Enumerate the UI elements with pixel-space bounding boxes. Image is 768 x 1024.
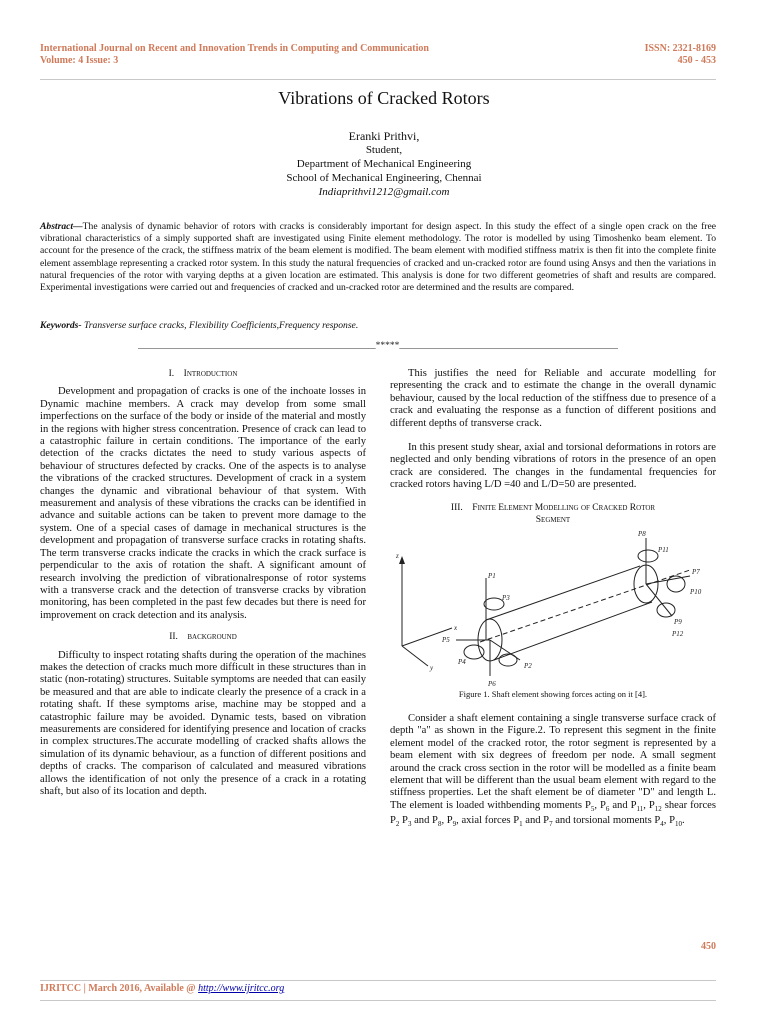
separator: __________________________________________________*****______________________________________________ — [138, 341, 618, 351]
author-school: School of Mechanical Engineering, Chennai — [286, 172, 482, 184]
sub-6: 6 — [605, 804, 610, 813]
label-p7: P7 — [692, 568, 700, 577]
shaft-element-figure — [390, 528, 716, 688]
label-p4: P4 — [458, 658, 466, 667]
section-2-number: II. — [169, 632, 178, 643]
z-axis-arrow — [399, 556, 405, 564]
label-p3: P3 — [502, 594, 510, 603]
label-p9: P9 — [674, 618, 682, 627]
abstract-label: Abstract— — [40, 221, 83, 232]
justification-paragraph: This justifies the need for Reliable and accurate modelling for representing the crack and to estimate the change in the overall dynamic behaviour, caused by the local reduction of the stiffness due to presence of a crack and evaluating the response as a function of different positions and different depths of transverse crack. — [390, 368, 716, 429]
label-p1: P1 — [488, 572, 496, 581]
keywords — [40, 320, 716, 331]
sub-1: 1 — [519, 820, 523, 829]
label-p10: P10 — [690, 588, 702, 597]
issn-header — [645, 43, 716, 67]
label-y: y — [430, 664, 434, 673]
label-x: x — [454, 624, 458, 633]
shaft-bottom-edge — [494, 602, 652, 660]
p4-moment — [464, 645, 484, 659]
issn: ISSN: 2321-8169 — [644, 43, 716, 54]
label-z: z — [396, 552, 399, 561]
p9-moment — [657, 603, 675, 617]
p3-moment — [484, 598, 504, 610]
section-1-title: Introduction — [183, 369, 238, 379]
author-block — [0, 129, 768, 199]
shaft-text-a: Consider a shaft element containing a single transverse surface crack of depth "a" as shown in the Figure.2. To represent this segment in the finite element model of the cracked rotor, the rotor segment is represented by a beam element with six degrees of freedom per node. A small segment around the crack cross section in the rotor will be modelled as a finite beam element that will be different than the usual beam element with regard to the stiffness properties. Let the shaft element be of diameter "D" and length L. The element is loaded withbending moments P — [390, 712, 716, 811]
section-1-number: I. — [168, 369, 175, 379]
footer-rule — [40, 980, 716, 981]
figure-caption: Figure 1. Shaft element showing forces acting on it [4]. — [458, 689, 648, 700]
keywords-label: Keywords- — [40, 320, 82, 331]
sub-5: 5 — [590, 804, 595, 813]
sub-11: 11 — [636, 804, 644, 813]
journal-header — [40, 43, 429, 67]
paper-title: Vibrations of Cracked Rotors — [278, 88, 490, 108]
sub-9: 9 — [452, 820, 457, 829]
left-column — [40, 368, 366, 798]
sub-12: 12 — [654, 804, 662, 813]
label-p12: P12 — [672, 630, 684, 639]
sub-3: 3 — [407, 820, 412, 829]
y-axis — [402, 646, 428, 666]
p11-moment — [638, 550, 658, 562]
author-email: Indiaprithvi1212@gmail.com — [318, 186, 450, 198]
right-column — [390, 368, 716, 831]
label-p11: P11 — [658, 546, 669, 555]
present-study-paragraph: In this present study shear, axial and torsional deformations in rotors are neglected and only bending vibrations of rotors in the presence of an open crack are considered. The changes in the fundamental frequencies for cracked rotors having L/D =40 and L/D=50 are presented. — [390, 442, 716, 491]
journal-name: International Journal on Recent and Innovation Trends in Computing and Communication — [40, 43, 429, 54]
sub-2: 2 — [395, 820, 400, 829]
footer-bottom-rule — [40, 1000, 716, 1001]
section-3-heading — [390, 502, 716, 527]
p12-arrow — [646, 584, 672, 616]
abstract-text: The analysis of dynamic behavior of rotors with cracks is considerably important for design aspect. In this study the effect of a single open crack on the free vibrational characteristics of a simply supported shaft are investigated using Finite element methodology. The rotor is modelled by using Timoshenko beam element. To account for the presence of the crack, the stiffness matrix of the beam element is modified. The beam element with modified stiffness matrix is then fit into the complete finite element assemblage representing a cracked rotor system. In this study the natural frequencies of cracked and un-cracked rotor are found using Ansys and then the variations in natural frequencies of the rotor with varying depths at a given location are estimated. This analysis is done for two different geometries of shaft and results are compared. Experimental investigations were carried out and frequencies of cracked and un-cracked rotor are determined and the results are compared. — [40, 221, 716, 294]
label-p6: P6 — [488, 680, 496, 689]
section-3-title: Finite Element Modelling of Cracked Rotor — [472, 502, 656, 513]
keywords-text: Transverse surface cracks, Flexibility Coefficients,Frequency response. — [81, 320, 359, 331]
shaft-element-paragraph: Consider a shaft element containing a single transverse surface crack of depth "a" as shown in the Figure.2. To represent this segment in the finite element model of the cracked rotor, the rotor segment is represented by a beam element with six degrees of freedom per node. A small segment around the crack cross section in the rotor will be modelled as a finite beam element that will be different than the usual beam element with regard to the stiffness properties. Let the shaft element be of diameter "D" and length L. The element is loaded withbending moments $P_5$, $P_6$ and $P_{11}$, $P_{12}$ shear forces $P_2$ $P_3$ and $P_8$, $P_9$, axial forces $P_1$ and $P_7$ and torsional moments $P_4$, $P_{10}$. — [390, 712, 716, 829]
journal-link[interactable]: http://www.ijritcc.org — [198, 983, 285, 994]
page-number: 450 — [701, 941, 716, 952]
p2-moment — [499, 654, 517, 666]
sub-10: 10 — [674, 820, 682, 829]
sub-7: 7 — [549, 820, 553, 829]
section-1-heading — [40, 368, 366, 380]
label-p2: P2 — [524, 662, 532, 671]
shaft-text-c: axial forces P — [461, 815, 520, 827]
intro-paragraph: Development and propagation of cracks is one of the inchoate losses in Dynamic machine members. A crack may develop from some small imperfections on the surface of the body or inside of the material and mostly in the regions with higher stress concentration. Presence of crack can lead to a catastrophic failure in certain conditions. The importance of the early detection of the cracks dictates the need to study various aspects of behaviour of structures defected by cracks. One of the aspects is to analyse the vibrations of the cracked structures. Development of crack in a system changes the dynamic and vibrational behaviour of that system. With measurement and analysis of these vibrations the cracks can be identified in advance and suitable actions can be taken to prevent more damage to the system. One of a special cases of damage in mechanical structures is the development and propagation of transverse surface cracks in rotating shafts. The term transverse cracks indicate the cracks in which the crack surface is perpendicular to the axis of rotation the shaft. A significant amount of research involving the prediction of vibrationalresponse of rotor systems with a transverse crack and the detection of transverse cracks by vibration monitoring, has been completed in the past few decades but there is need for improvement on crack detection and its analysis. — [40, 386, 366, 621]
page-range: 450 - 453 — [677, 55, 716, 66]
sub-4: 4 — [660, 820, 664, 829]
footer — [40, 983, 284, 994]
section-3-number: III. — [450, 502, 463, 513]
section-2-heading — [40, 631, 366, 643]
abstract — [40, 221, 716, 294]
author-name: Eranki Prithvi, — [348, 129, 420, 143]
sub-8: 8 — [437, 820, 442, 829]
header-rule — [40, 79, 716, 80]
author-dept: Department of Mechanical Engineering — [296, 158, 472, 170]
label-p5: P5 — [442, 636, 450, 645]
shaft-top-edge — [486, 566, 640, 620]
shaft-text-d: torsional moments P — [573, 815, 661, 827]
section-3-title-2: Segment — [535, 515, 571, 526]
label-p8: P8 — [638, 530, 646, 539]
journal-volume: Volume: 4 Issue: 3 — [40, 55, 119, 66]
shaft-text-b: shear forces P — [390, 799, 716, 827]
section-2-title: background — [187, 632, 237, 643]
background-paragraph: Difficulty to inspect rotating shafts during the operation of the machines makes the detection of cracks much more difficult in these structures than in static (non-rotating) structures. Suitable symptoms are needed that can easily be measured and that are able to indicate clearly the presence of a crack in a rotating shaft. If these symptoms arise, machine may be stopped and a catastrophic failure may be avoided. Dynamic tests, based on vibration measurements are considered for identifying presence and location of cracks in complex structures.The accurate modelling of cracked shafts allows the simulation of its dynamic behaviour, as a function of different positions and depths of cracks. The comparison of calculated and measured vibrations allows the identification of not only the presence of a crack in a rotating shaft, but also of its location and depth. — [40, 649, 366, 797]
author-role: Student, — [365, 144, 403, 156]
footer-text: IJRITCC | March 2016, Available @ — [40, 983, 199, 994]
